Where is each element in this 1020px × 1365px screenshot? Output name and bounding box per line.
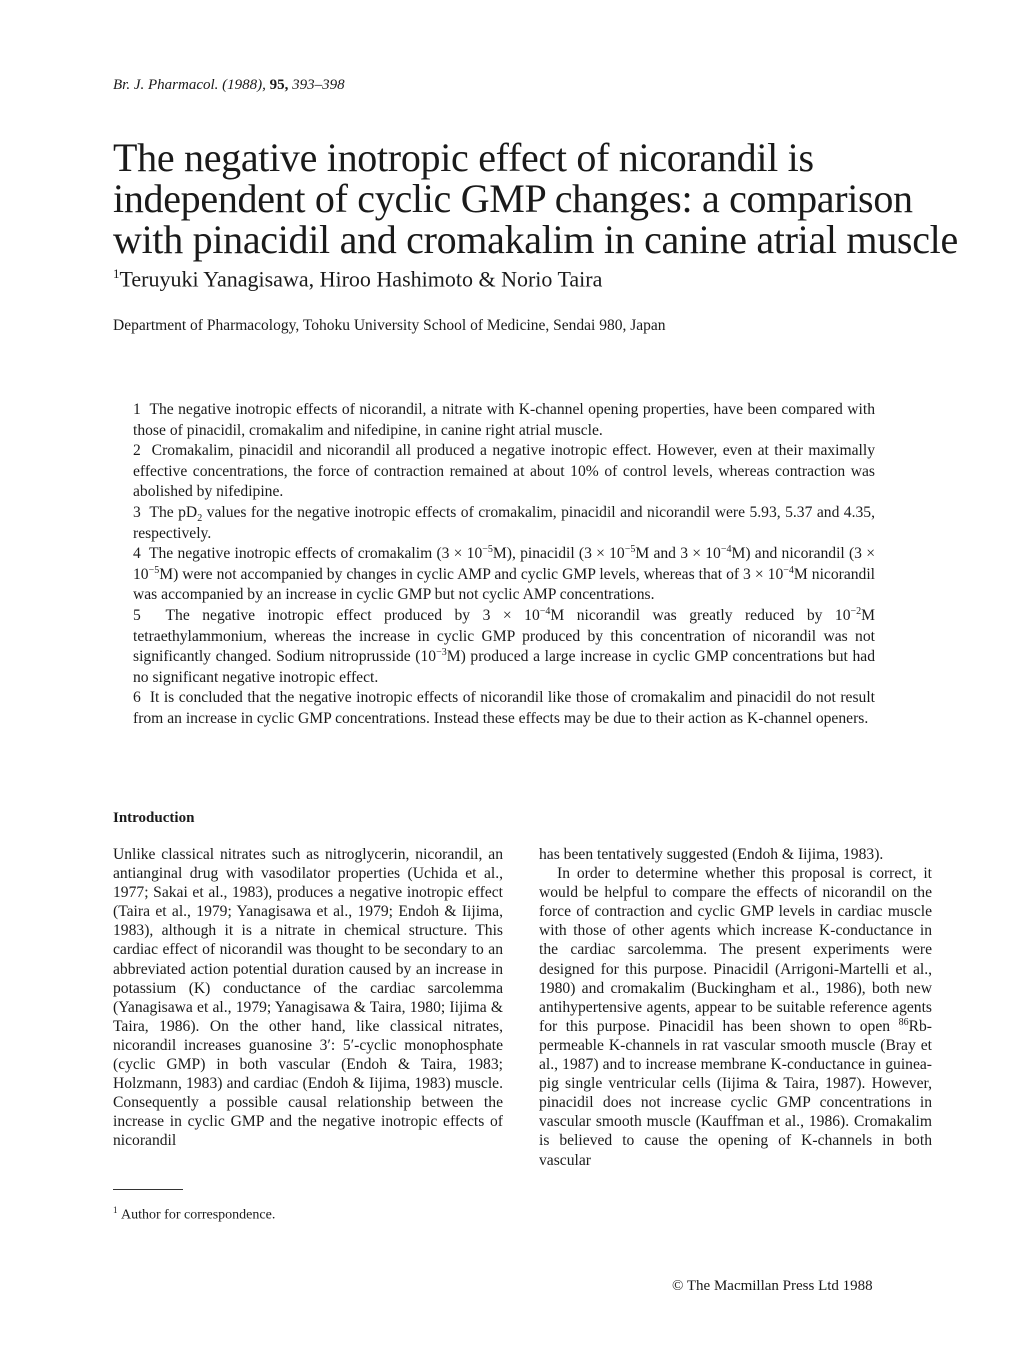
item-text: The negative inotropic effect produced by 3 × 10 — [165, 606, 540, 624]
copyright-notice: © The Macmillan Press Ltd 1988 — [672, 1278, 873, 1294]
body-paragraph: has been tentatively suggested (Endoh & Iijima, 1983). — [539, 846, 884, 863]
item-text: The negative inotropic effects of cromakalim (3 × 10 — [148, 545, 483, 563]
section-heading-introduction: Introduction — [113, 810, 195, 826]
journal-citation — [113, 77, 345, 94]
abstract-paragraph-2 — [133, 441, 875, 503]
journal-volume: 95, — [269, 77, 289, 93]
exponent: −4 — [720, 543, 732, 555]
isotope-superscript: 86 — [898, 1016, 909, 1028]
author-list — [113, 266, 602, 292]
body-text: In order to determine whether this proposal is correct, it would be helpful to compare the effects of nicorandil on the force of contraction and cyclic GMP levels in cardiac muscle with those of other agents which increase K-conductance in the cardiac sarcolemma. The present experiments were designed for this purpose. Pinacidil (Arrigoni-Martelli et al., 1980) and cromakalim (Buckingham et al., 1986), both new antihypertensive agents, appear to be suitable reference agents for this purpose. Pinacidil has been shown to open — [539, 865, 932, 1035]
item-text: M) and nicorandil (3 × 10 — [133, 545, 875, 583]
item-number: 4 — [133, 545, 141, 563]
item-number: 5 — [133, 606, 141, 624]
author-marker: 1 — [113, 266, 120, 281]
item-text: M) were not accompanied by changes in cyclic AMP and cyclic GMP levels, whereas that of 3 × 10 — [159, 565, 784, 583]
subscript: 2 — [197, 513, 203, 525]
title-line-3: with pinacidil and cromakalim in canine atrial muscle — [113, 217, 958, 262]
abstract — [133, 400, 875, 730]
title-line-2: independent of cyclic GMP changes: a comparison — [113, 176, 913, 221]
footnote-text: Author for correspondence. — [121, 1207, 276, 1223]
affiliation: Department of Pharmacology, Tohoku University School of Medicine, Sendai 980, Japan — [113, 317, 666, 334]
item-text: Cromakalim, pinacidil and nicorandil all produced a negative inotropic effect. However, even at their maximally effective concentrations, the force of contraction remained at about 10% of control levels, whereas contraction was abolished by nifedipine. — [133, 442, 876, 501]
item-number: 1 — [133, 401, 141, 418]
body-paragraph — [539, 864, 932, 1170]
exponent: −4 — [539, 605, 551, 617]
footnote — [113, 1205, 275, 1224]
exponent: −4 — [783, 564, 794, 576]
abstract-paragraph-1 — [133, 400, 875, 441]
item-text: M) produced a large increase in cyclic GMP concentrations but had no significant negative inotropic effect. — [133, 648, 875, 686]
item-text: The negative inotropic effects of nicorandil, a nitrate with K-channel opening properties, have been compared with those of pinacidil, cromakalim and nifedipine, in canine right atrial muscle. — [133, 401, 875, 439]
item-text: M nicorandil was greatly reduced by 10 — [550, 606, 851, 624]
item-number: 2 — [133, 442, 141, 460]
abstract-paragraph-3 — [133, 503, 875, 544]
body-paragraph: Unlike classical nitrates such as nitroglycerin, nicorandil, an antianginal drug with vasodilator properties (Uchida et al., 1977; Sakai et al., 1983), produces a negative inotropic effect (Taira et al., 1979; Yanagisawa et al., 1979; Endoh & Iijima, 1983), although it is a nitrate in chemical structure. This cardiac effect of nicorandil was thought to be secondary to an abbreviated action potential duration caused by an increase in potassium (K) conductance of the cardiac sarcolemma (Yanagisawa et al., 1979; Yanagisawa & Taira, 1980; Iijima & Taira, 1986). On the other hand, like classical nitrates, nicorandil increases guanosine 3′: 5′-cyclic monophosphate (cyclic GMP) in both vascular (Endoh & Taira, 1983; Holzmann, 1983) and cardiac (Endoh & Iijima, 1983) muscle. Consequently a possible causal relationship between the increase in cyclic GMP and the negative inotropic effects of nicorandil — [113, 846, 503, 1150]
author-names: Teruyuki Yanagisawa, Hiroo Hashimoto & Norio Taira — [119, 266, 603, 292]
item-number: 6 — [133, 689, 141, 707]
exponent: −2 — [850, 605, 862, 617]
body-column-left — [113, 845, 503, 1151]
exponent: −3 — [436, 646, 447, 658]
exponent: −5 — [482, 543, 493, 555]
article-title — [113, 135, 958, 262]
exponent: −5 — [148, 564, 160, 576]
journal-pages: 393–398 — [292, 77, 345, 93]
item-text: M), pinacidil (3 × 10 — [492, 545, 625, 563]
item-text: The pD — [149, 503, 198, 521]
exponent: −5 — [624, 543, 636, 555]
item-text: It is concluded that the negative inotropic effects of nicorandil like those of cromakalim and pinacidil do not result from an increase in cyclic GMP concentrations. Instead these effects may be due to their action as K-channel openers. — [133, 689, 875, 727]
item-text: M and 3 × 10 — [635, 545, 721, 563]
abstract-paragraph-5 — [133, 606, 875, 688]
footnote-rule — [113, 1189, 183, 1190]
item-number: 3 — [133, 503, 141, 521]
journal-year: (1988), — [222, 77, 266, 93]
body-text: Rb-permeable K-channels in rat vascular smooth muscle (Bray et al., 1987) and to increase membrane K-conductance in guinea-pig single ventricular cells (Iijima & Taira, 1987). However, pinacidil does not increase cyclic GMP concentrations in vascular smooth muscle (Kauffman et al., 1986). Cromakalim is believed to cause the opening of K-channels in both vascular — [539, 1017, 932, 1169]
footnote-marker: 1 — [113, 1205, 118, 1215]
body-column-right — [539, 845, 932, 1170]
abstract-paragraph-4 — [133, 544, 875, 606]
item-text: values for the negative inotropic effects of cromakalim, pinacidil and nicorandil were 5.93, 5.37 and 4.35, respectively. — [133, 503, 875, 542]
item-text: M nicorandil was accompanied by an increase in cyclic GMP but not cyclic AMP concentrations. — [133, 565, 875, 604]
item-text: M tetraethylammonium, whereas the increase in cyclic GMP produced by this concentration of nicorandil was not significantly changed. Sodium nitroprusside (10 — [133, 606, 876, 666]
abstract-paragraph-6 — [133, 688, 875, 729]
journal-name: Br. J. Pharmacol. — [113, 77, 219, 93]
title-line-1: The negative inotropic effect of nicorandil is — [113, 135, 814, 180]
